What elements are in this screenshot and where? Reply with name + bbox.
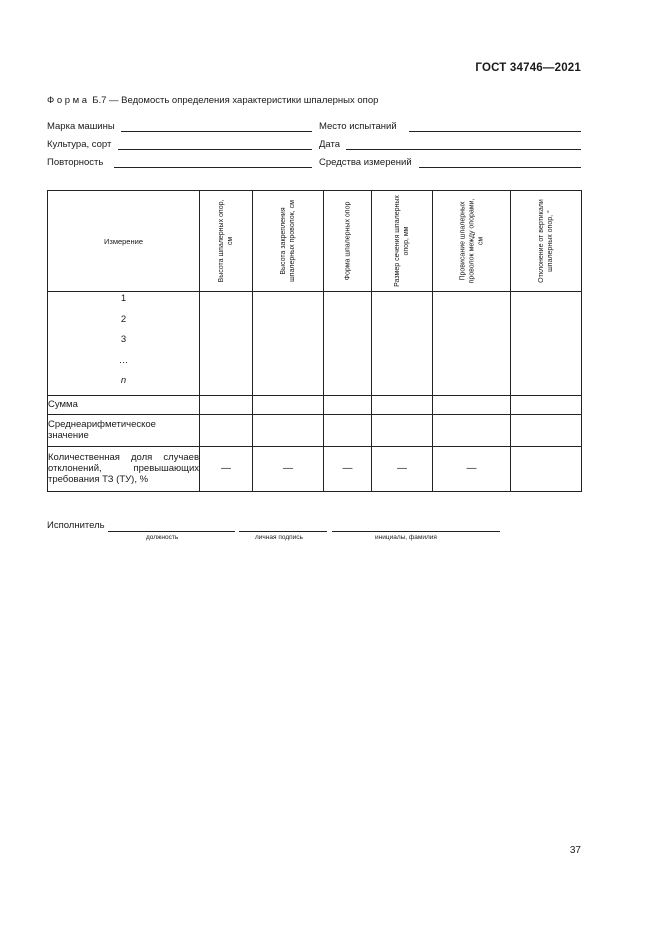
table-cell[interactable]: [253, 395, 324, 414]
field-instruments-label: Средства измерений: [319, 157, 412, 168]
dash-cell: —: [253, 446, 324, 491]
share-label: Количественная доля случаев отклонений, превышающих требования ТЗ (ТУ), %: [48, 446, 200, 491]
table-cell[interactable]: [372, 414, 433, 446]
table-cell[interactable]: [511, 446, 582, 491]
table-cell[interactable]: [511, 395, 582, 414]
document-code: ГОСТ 34746—2021: [475, 62, 581, 74]
table-row-share: [48, 446, 582, 491]
dash-cell: —: [324, 446, 372, 491]
field-test-site-label: Место испытаний: [319, 121, 397, 132]
header-support-height-text: Высота шпалерных опор, см: [218, 199, 234, 283]
header-wire-sag-text: Провисание шпалерных проволок между опорами, см: [459, 198, 484, 284]
measurement-number: n: [120, 375, 127, 386]
table-header-row: [48, 191, 582, 292]
mean-label: Среднеарифметическое значение: [48, 414, 200, 446]
table-cell[interactable]: [433, 395, 511, 414]
field-date-line[interactable]: [346, 149, 581, 150]
signature-line[interactable]: [239, 531, 327, 532]
table-cell[interactable]: [324, 395, 372, 414]
field-machine-brand-label: Марка машины: [47, 121, 115, 132]
table-row-sum: [48, 395, 582, 414]
table-cell[interactable]: [433, 292, 511, 396]
field-test-site-line[interactable]: [409, 131, 581, 132]
field-repetition-label: Повторность: [47, 157, 104, 168]
name-line[interactable]: [332, 531, 500, 532]
form-prefix: Форма: [47, 95, 90, 106]
position-line[interactable]: [108, 531, 235, 532]
executor-label: Исполнитель: [47, 520, 105, 531]
position-caption: должность: [146, 534, 179, 541]
header-section-size-text: Размер сечения шпалерных опор, мм: [394, 195, 410, 287]
dash-cell: —: [433, 446, 511, 491]
table-cell[interactable]: [372, 292, 433, 396]
field-date-label: Дата: [319, 139, 341, 150]
name-caption: инициалы, фамилия: [375, 534, 437, 541]
form-title-text: Б.7 — Ведомость определения характеристики шпалерных опор: [92, 95, 379, 106]
field-crop-variety-line[interactable]: [118, 149, 312, 150]
measurement-number: 2: [120, 313, 127, 325]
table-cell[interactable]: [200, 395, 253, 414]
dash-cell: —: [372, 446, 433, 491]
header-wire-fixing-height: [253, 191, 324, 292]
table-cell[interactable]: [511, 292, 582, 396]
header-wire-fixing-height-text: Высота закрепления шпалерных проволок, см: [280, 200, 296, 282]
table-row-mean: [48, 414, 582, 446]
table-cell[interactable]: [324, 292, 372, 396]
table-cell[interactable]: [200, 292, 253, 396]
table-cell[interactable]: [253, 292, 324, 396]
table-cell[interactable]: [372, 395, 433, 414]
header-support-height: [200, 191, 253, 292]
header-support-shape-text: Форма шпалерных опор: [344, 201, 351, 281]
table-cell[interactable]: [433, 414, 511, 446]
header-vertical-deviation-text: Отклонение от вертикали шпалерных опор, °: [538, 199, 554, 283]
field-machine-brand-line[interactable]: [121, 131, 312, 132]
table-cell[interactable]: [253, 414, 324, 446]
measurement-number: 3: [120, 334, 127, 345]
dash-cell: —: [200, 446, 253, 491]
header-section-size: [372, 191, 433, 292]
header-vertical-deviation: [511, 191, 582, 292]
measurement-number: 1: [120, 293, 127, 304]
header-wire-sag: [433, 191, 511, 292]
table-cell[interactable]: [200, 414, 253, 446]
table-cell[interactable]: [324, 414, 372, 446]
measurement-table: [47, 190, 582, 492]
table-cell[interactable]: [511, 414, 582, 446]
signature-caption: личная подпись: [255, 534, 303, 541]
table-row-measurements: [48, 292, 582, 396]
measurement-number: …: [118, 354, 129, 366]
field-repetition-line[interactable]: [114, 167, 312, 168]
field-crop-variety-label: Культура, сорт: [47, 139, 112, 150]
measurement-numbers-cell: [48, 292, 200, 396]
sum-label: Сумма: [48, 395, 200, 414]
page-number: 37: [569, 845, 581, 856]
header-measurement: Измерение: [48, 191, 200, 292]
header-support-shape: [324, 191, 372, 292]
field-instruments-line[interactable]: [419, 167, 581, 168]
form-title: [47, 95, 378, 106]
